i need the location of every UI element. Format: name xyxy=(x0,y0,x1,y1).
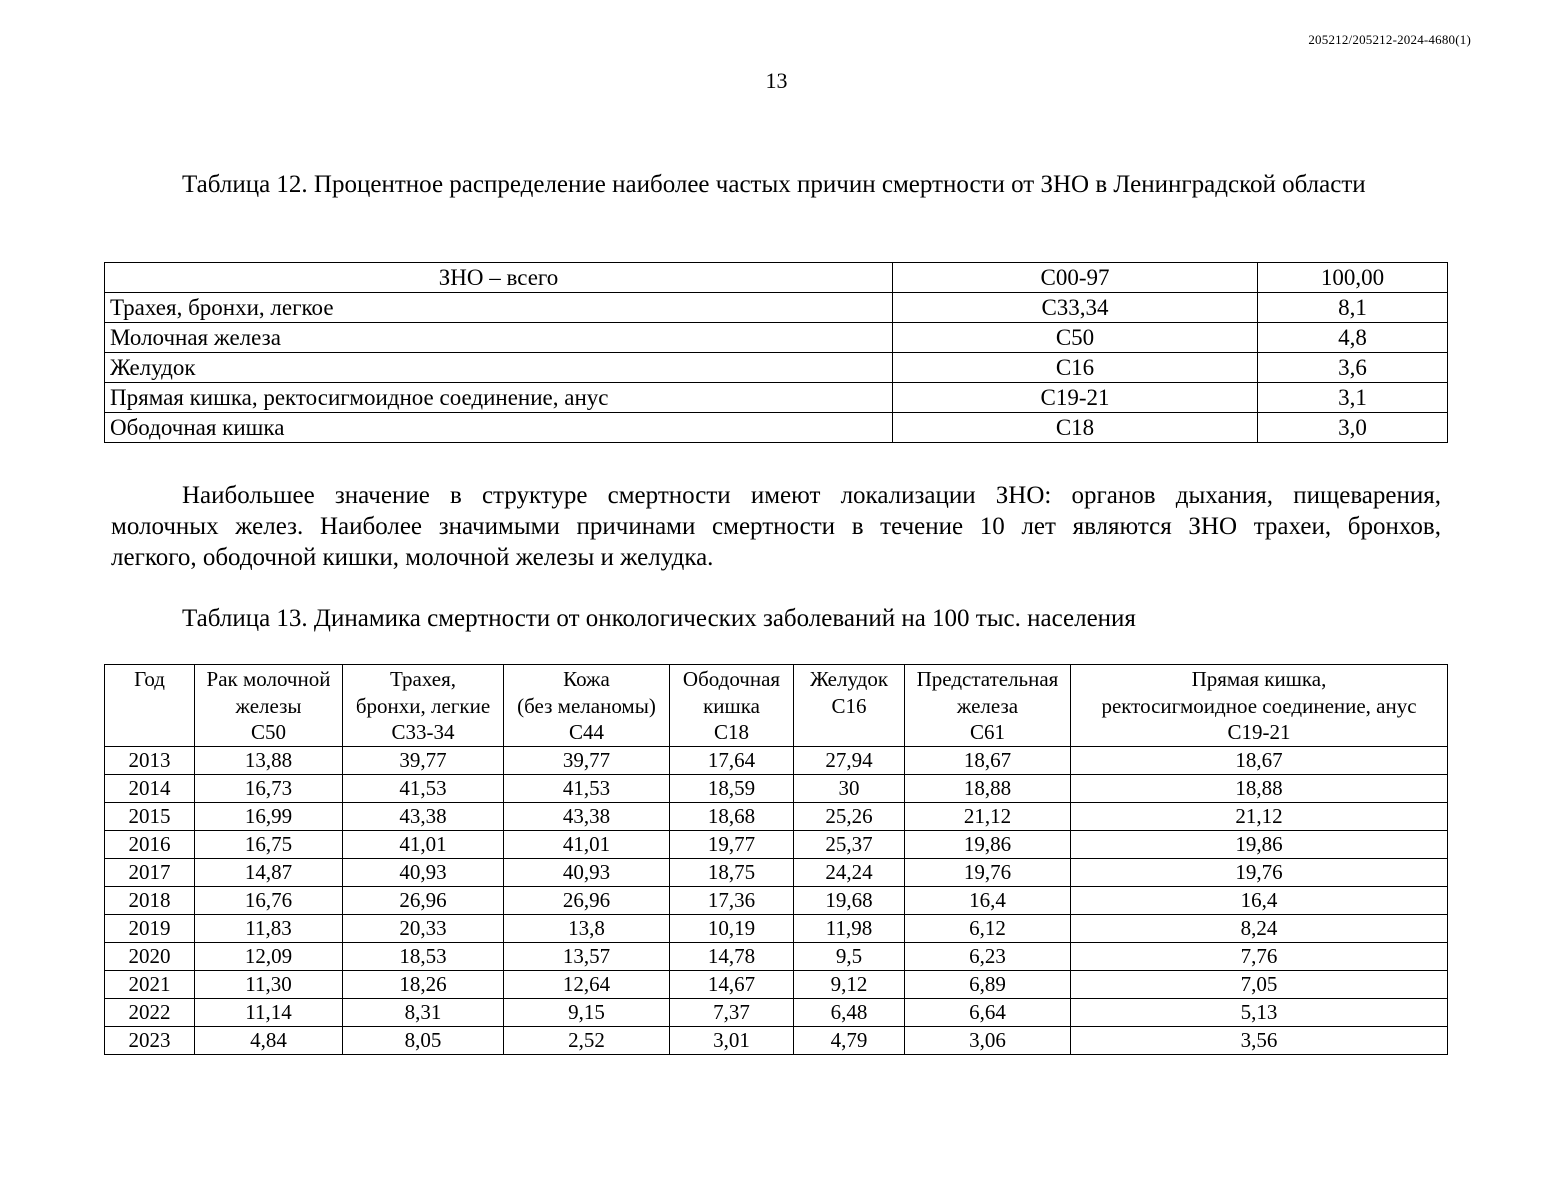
rate-cell: 12,09 xyxy=(195,942,343,970)
rate-cell: 14,87 xyxy=(195,858,343,886)
table12-caption: Таблица 12. Процентное распределение наиболее частых причин смертности от ЗНО в Ленинградской области xyxy=(182,171,1366,198)
page-number: 13 xyxy=(765,68,788,93)
table12-row xyxy=(105,263,1448,293)
percent-cell: 4,8 xyxy=(1258,323,1448,353)
rate-cell: 8,31 xyxy=(343,998,504,1026)
column-header-line: Прямая кишка, xyxy=(1191,667,1327,691)
icd-code-cell: C50 xyxy=(893,323,1258,353)
cause-name-cell: Желудок xyxy=(105,353,893,383)
year-cell: 2014 xyxy=(105,774,195,802)
percent-cell: 8,1 xyxy=(1258,293,1448,323)
rate-cell: 25,26 xyxy=(794,802,905,830)
cause-name-cell: Трахея, бронхи, легкое xyxy=(105,293,893,323)
table13-mortality-dynamics xyxy=(104,664,1448,1055)
column-header xyxy=(794,665,905,747)
rate-cell: 26,96 xyxy=(504,886,670,914)
percent-cell: 3,1 xyxy=(1258,383,1448,413)
table13-row xyxy=(105,774,1448,802)
column-header xyxy=(1071,665,1448,747)
rate-cell: 16,76 xyxy=(195,886,343,914)
rate-cell: 3,01 xyxy=(670,1026,794,1054)
percent-cell: 100,00 xyxy=(1258,263,1448,293)
paragraph-line-3: легкого, ободочной кишки, молочной железы и желудка. xyxy=(111,544,714,571)
rate-cell: 41,01 xyxy=(343,830,504,858)
icd-code-cell: C00-97 xyxy=(893,263,1258,293)
rate-cell: 18,75 xyxy=(670,858,794,886)
year-cell: 2021 xyxy=(105,970,195,998)
rate-cell: 17,64 xyxy=(670,746,794,774)
column-header-line: железа xyxy=(956,693,1019,718)
cause-name-cell: ЗНО – всего xyxy=(105,263,893,293)
rate-cell: 9,5 xyxy=(794,942,905,970)
rate-cell: 2,52 xyxy=(504,1026,670,1054)
column-header-line: C61 xyxy=(969,720,1005,744)
table13-row xyxy=(105,886,1448,914)
column-header-line: C19-21 xyxy=(1227,720,1291,744)
column-header xyxy=(905,665,1071,747)
rate-cell: 11,30 xyxy=(195,970,343,998)
rate-cell: 6,64 xyxy=(905,998,1071,1026)
rate-cell: 43,38 xyxy=(504,802,670,830)
rate-cell: 12,64 xyxy=(504,970,670,998)
paragraph-line-1: Наибольшее значение в структуре смертности имеют локализации ЗНО: органов дыхания, пищеварения, xyxy=(182,482,1441,509)
rate-cell: 39,77 xyxy=(504,746,670,774)
column-header-line: кишка xyxy=(703,693,760,718)
paragraph-line-2: молочных желез. Наиболее значимыми причинами смертности в течение 10 лет являются ЗНО трахеи, бронхов, xyxy=(111,513,1441,540)
rate-cell: 6,23 xyxy=(905,942,1071,970)
year-cell: 2017 xyxy=(105,858,195,886)
rate-cell: 18,67 xyxy=(1071,746,1448,774)
rate-cell: 16,4 xyxy=(1071,886,1448,914)
rate-cell: 24,24 xyxy=(794,858,905,886)
rate-cell: 18,88 xyxy=(1071,774,1448,802)
table13-row xyxy=(105,746,1448,774)
rate-cell: 27,94 xyxy=(794,746,905,774)
icd-code-cell: C33,34 xyxy=(893,293,1258,323)
rate-cell: 41,01 xyxy=(504,830,670,858)
rate-cell: 16,73 xyxy=(195,774,343,802)
body-paragraph xyxy=(111,480,1441,573)
year-cell: 2013 xyxy=(105,746,195,774)
rate-cell: 19,86 xyxy=(1071,830,1448,858)
table12-row xyxy=(105,323,1448,353)
rate-cell: 9,15 xyxy=(504,998,670,1026)
table12-row xyxy=(105,293,1448,323)
rate-cell: 7,05 xyxy=(1071,970,1448,998)
column-header-line: C44 xyxy=(568,720,604,744)
table12-mortality-distribution xyxy=(104,262,1448,443)
rate-cell: 3,56 xyxy=(1071,1026,1448,1054)
rate-cell: 30 xyxy=(794,774,905,802)
rate-cell: 41,53 xyxy=(504,774,670,802)
rate-cell: 17,36 xyxy=(670,886,794,914)
column-header-line: Желудок xyxy=(809,667,889,691)
rate-cell: 43,38 xyxy=(343,802,504,830)
column-header xyxy=(195,665,343,747)
column-header xyxy=(504,665,670,747)
percent-cell: 3,0 xyxy=(1258,413,1448,443)
table13-row xyxy=(105,914,1448,942)
rate-cell: 8,05 xyxy=(343,1026,504,1054)
percent-cell: 3,6 xyxy=(1258,353,1448,383)
column-header-line: Кожа xyxy=(563,667,610,691)
rate-cell: 7,76 xyxy=(1071,942,1448,970)
rate-cell: 8,24 xyxy=(1071,914,1448,942)
rate-cell: 3,06 xyxy=(905,1026,1071,1054)
rate-cell: 4,79 xyxy=(794,1026,905,1054)
rate-cell: 16,75 xyxy=(195,830,343,858)
table13-row xyxy=(105,830,1448,858)
column-header-line: Ободочная xyxy=(682,667,781,691)
table13-row xyxy=(105,858,1448,886)
table13-caption: Таблица 13. Динамика смертности от онкологических заболеваний на 100 тыс. населения xyxy=(182,605,1136,632)
cause-name-cell: Ободочная кишка xyxy=(105,413,893,443)
table13-row xyxy=(105,942,1448,970)
document-id: 205212/205212-2024-4680(1) xyxy=(1308,32,1471,47)
rate-cell: 13,88 xyxy=(195,746,343,774)
rate-cell: 18,53 xyxy=(343,942,504,970)
rate-cell: 21,12 xyxy=(905,802,1071,830)
rate-cell: 13,57 xyxy=(504,942,670,970)
rate-cell: 18,88 xyxy=(905,774,1071,802)
cause-name-cell: Прямая кишка, ректосигмоидное соединение, анус xyxy=(105,383,893,413)
table12-row xyxy=(105,383,1448,413)
column-header xyxy=(105,665,195,747)
rate-cell: 18,26 xyxy=(343,970,504,998)
rate-cell: 10,19 xyxy=(670,914,794,942)
column-header-line: C50 xyxy=(250,720,286,744)
table13-row xyxy=(105,970,1448,998)
column-header-line: (без меланомы) xyxy=(517,693,656,718)
rate-cell: 19,76 xyxy=(1071,858,1448,886)
year-cell: 2022 xyxy=(105,998,195,1026)
rate-cell: 11,98 xyxy=(794,914,905,942)
column-header-line: C16 xyxy=(831,693,867,718)
year-cell: 2018 xyxy=(105,886,195,914)
table13-row xyxy=(105,998,1448,1026)
rate-cell: 11,83 xyxy=(195,914,343,942)
column-header xyxy=(343,665,504,747)
rate-cell: 6,48 xyxy=(794,998,905,1026)
rate-cell: 19,77 xyxy=(670,830,794,858)
column-header-line: ректосигмоидное соединение, анус xyxy=(1101,693,1417,718)
icd-code-cell: C16 xyxy=(893,353,1258,383)
column-header-line: C18 xyxy=(713,720,749,744)
rate-cell: 9,12 xyxy=(794,970,905,998)
column-header-line: Трахея, xyxy=(389,667,457,691)
rate-cell: 11,14 xyxy=(195,998,343,1026)
rate-cell: 7,37 xyxy=(670,998,794,1026)
year-cell: 2015 xyxy=(105,802,195,830)
rate-cell: 26,96 xyxy=(343,886,504,914)
year-cell: 2019 xyxy=(105,914,195,942)
table12-row xyxy=(105,413,1448,443)
table12-row xyxy=(105,353,1448,383)
column-header-line: Предстательная xyxy=(916,667,1059,691)
rate-cell: 13,8 xyxy=(504,914,670,942)
column-header xyxy=(670,665,794,747)
rate-cell: 4,84 xyxy=(195,1026,343,1054)
cause-name-cell: Молочная железа xyxy=(105,323,893,353)
rate-cell: 20,33 xyxy=(343,914,504,942)
year-cell: 2020 xyxy=(105,942,195,970)
rate-cell: 14,67 xyxy=(670,970,794,998)
column-header-line: C33-34 xyxy=(391,720,455,744)
table13-body xyxy=(105,746,1448,1054)
rate-cell: 40,93 xyxy=(343,858,504,886)
rate-cell: 16,99 xyxy=(195,802,343,830)
rate-cell: 16,4 xyxy=(905,886,1071,914)
rate-cell: 19,86 xyxy=(905,830,1071,858)
rate-cell: 5,13 xyxy=(1071,998,1448,1026)
column-header-line: железы xyxy=(235,693,302,718)
year-cell: 2016 xyxy=(105,830,195,858)
year-cell: 2023 xyxy=(105,1026,195,1054)
rate-cell: 6,12 xyxy=(905,914,1071,942)
rate-cell: 19,68 xyxy=(794,886,905,914)
table12-body xyxy=(105,263,1448,443)
rate-cell: 18,59 xyxy=(670,774,794,802)
rate-cell: 25,37 xyxy=(794,830,905,858)
table13-row xyxy=(105,1026,1448,1054)
rate-cell: 18,67 xyxy=(905,746,1071,774)
rate-cell: 40,93 xyxy=(504,858,670,886)
rate-cell: 18,68 xyxy=(670,802,794,830)
rate-cell: 41,53 xyxy=(343,774,504,802)
column-header-line: Рак молочной xyxy=(206,667,331,691)
column-header-line: Год xyxy=(134,667,165,691)
rate-cell: 19,76 xyxy=(905,858,1071,886)
column-header-line: бронхи, легкие xyxy=(355,693,491,718)
rate-cell: 6,89 xyxy=(905,970,1071,998)
table13-header-row xyxy=(105,665,1448,747)
rate-cell: 39,77 xyxy=(343,746,504,774)
icd-code-cell: C18 xyxy=(893,413,1258,443)
table13-row xyxy=(105,802,1448,830)
rate-cell: 14,78 xyxy=(670,942,794,970)
icd-code-cell: C19-21 xyxy=(893,383,1258,413)
rate-cell: 21,12 xyxy=(1071,802,1448,830)
